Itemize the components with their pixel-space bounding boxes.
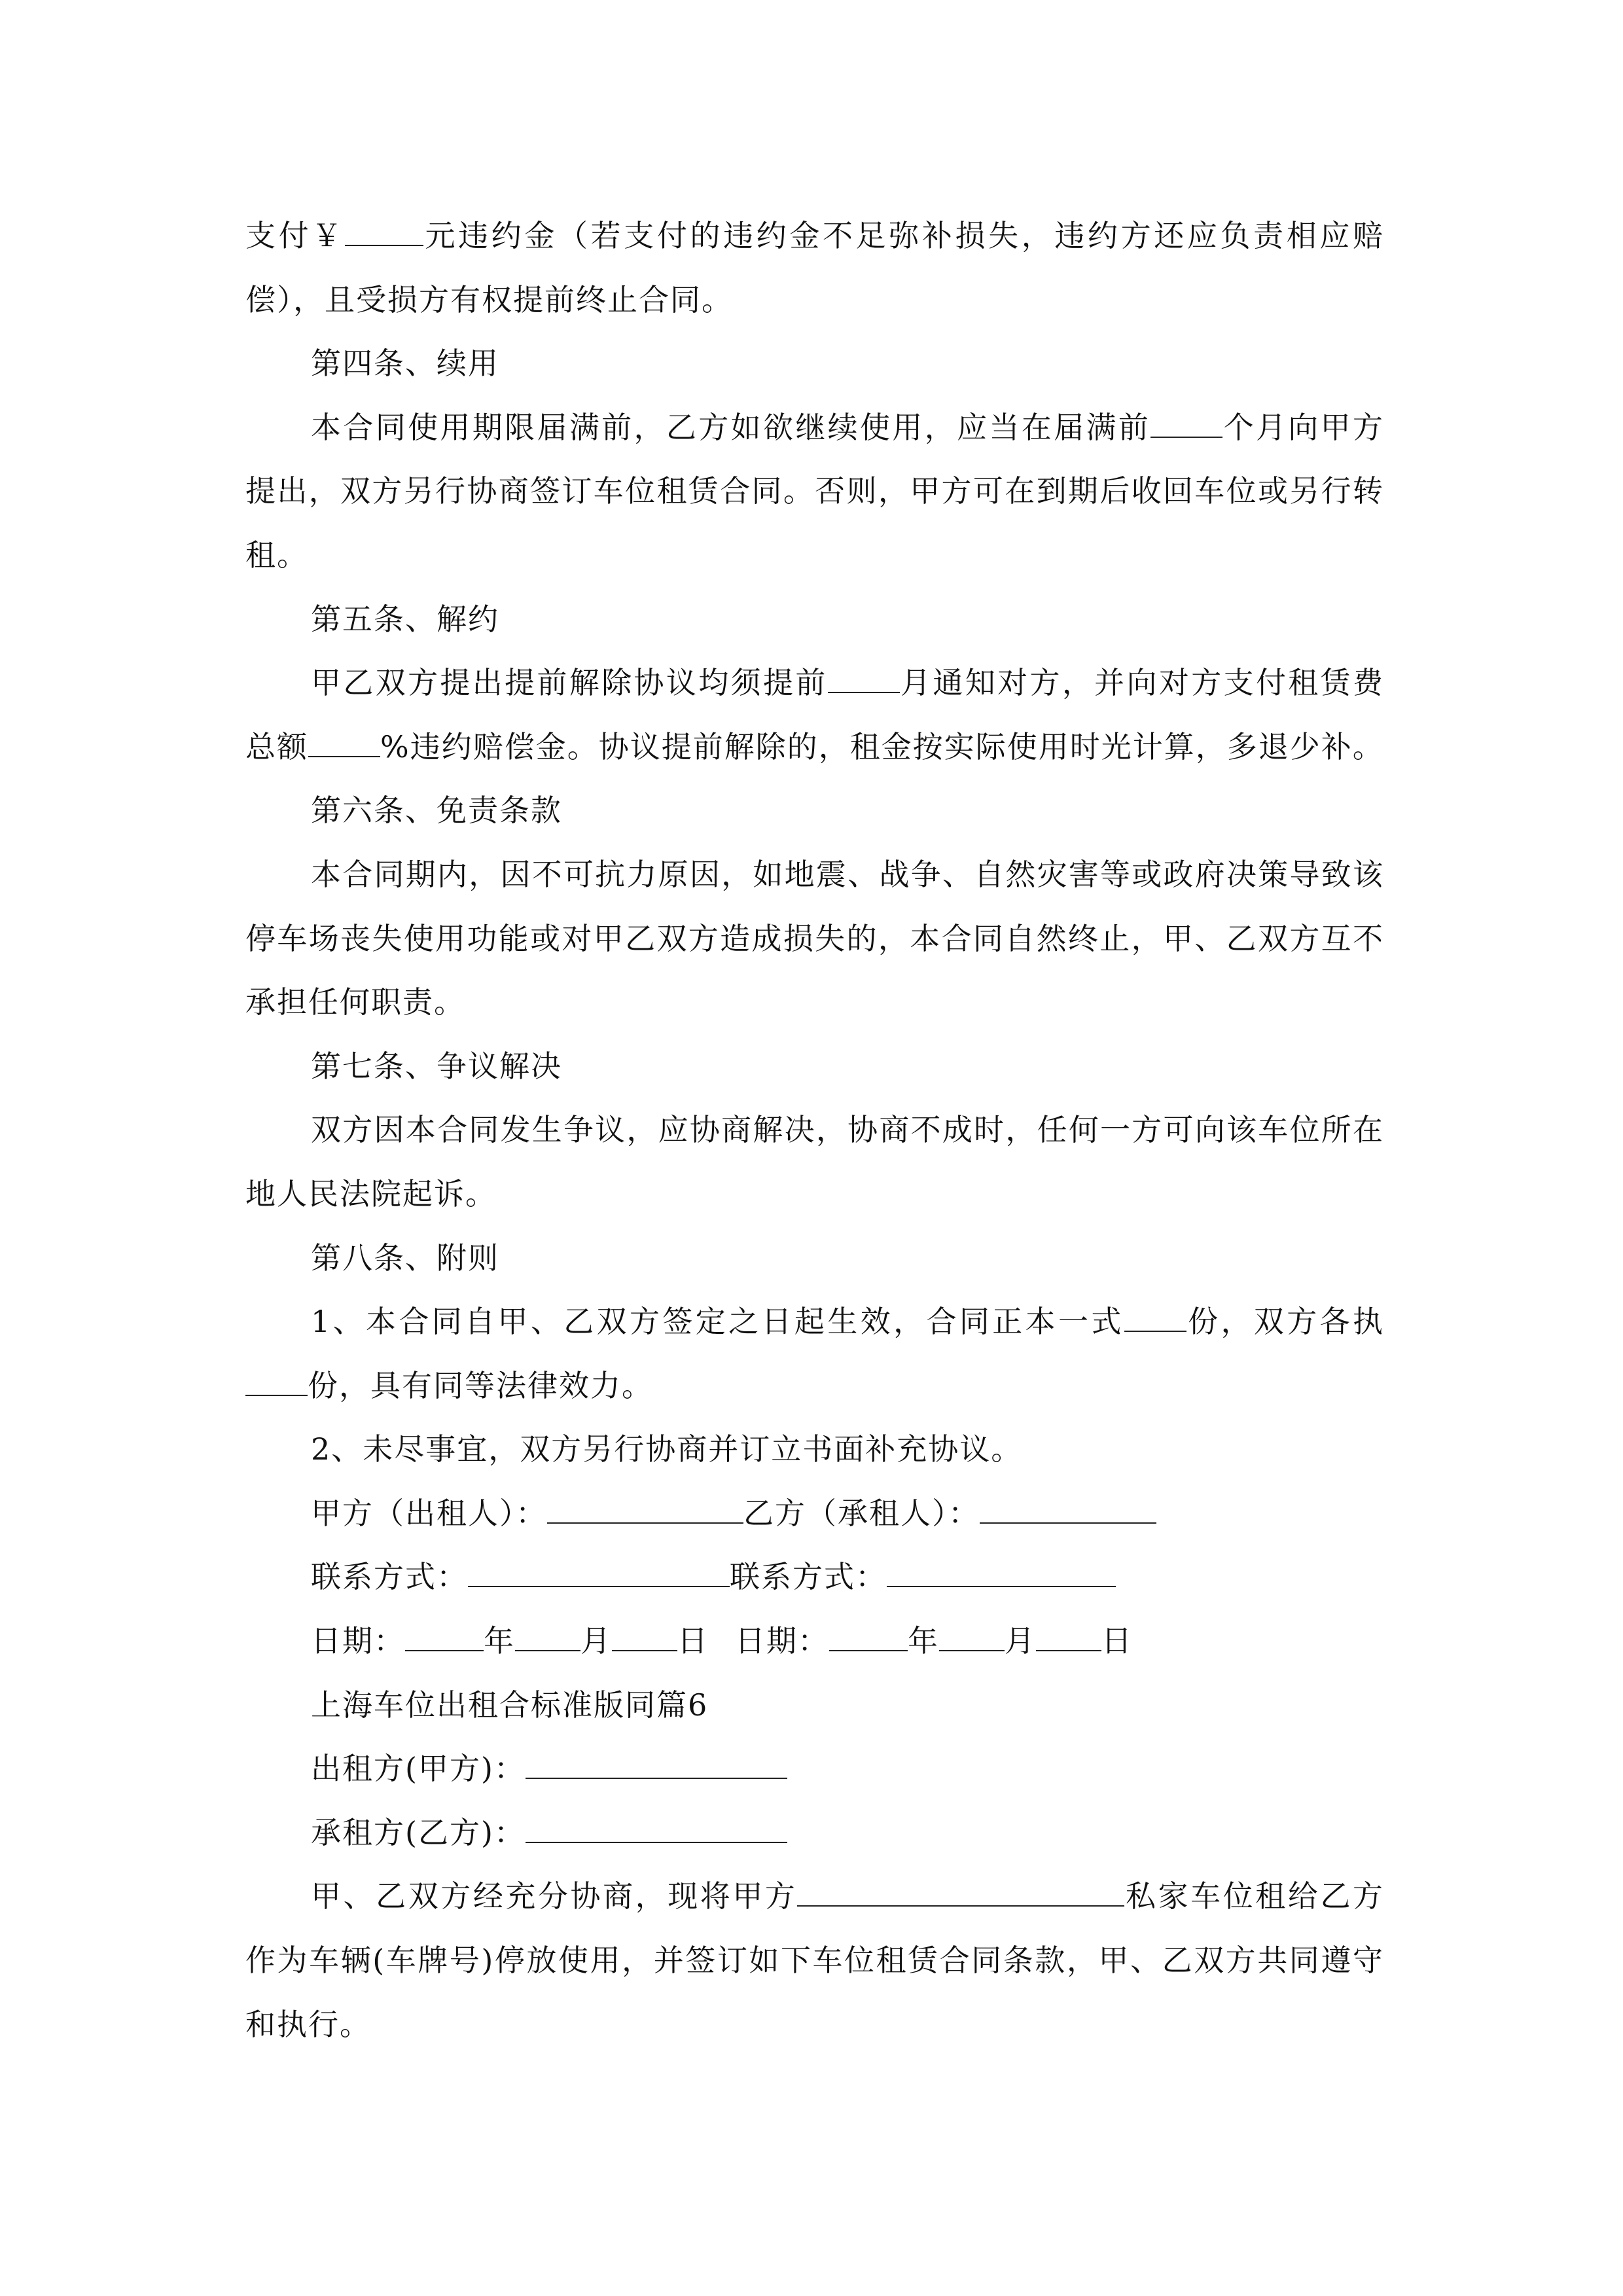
text: 私家车位租给乙方作为车辆(车牌号)停放使用，并签订如下车位租赁合同条款，甲、乙双方共同遵守和执行。 [245, 1878, 1385, 2042]
signature-contacts [311, 1545, 1384, 1609]
text: %违约赔偿金。协议提前解除的，租金按实际使用时光计算，多退少补。 [380, 728, 1384, 764]
date-b-label: 日期： [735, 1623, 829, 1659]
blank-line [245, 1394, 308, 1396]
party-a-label: 甲方（出租人）： [311, 1495, 547, 1531]
text: 1、本合同自甲、乙双方签定之日起生效，合同正本一式 [311, 1304, 1124, 1340]
text: 本合同使用期限届满前，乙方如欲继续使用，应当在届满前 [311, 409, 1151, 445]
document-body [245, 204, 1384, 2056]
text: 个月向甲方提出，双方另行协商签订车位租赁合同。否则，甲方可在到期后收回车位或另行转租。 [245, 409, 1385, 573]
party-b-blank [980, 1522, 1156, 1524]
blank-line [797, 1905, 1124, 1907]
blank-line [829, 1649, 908, 1651]
signature-parties [311, 1482, 1384, 1546]
text: 甲乙双方提出提前解除协议均须提前 [311, 665, 828, 701]
year-label: 年 [484, 1623, 515, 1659]
paragraph-effect [245, 1290, 1384, 1418]
paragraph-force-majeure: 本合同期内，因不可抗力原因，如地震、战争、自然灾害等或政府决策导致该停车场丧失使用功能或对甲乙双方造成损失的，本合同自然终止，甲、乙双方互不承担任何职责。 [245, 856, 1384, 1020]
heading-article-5: 第五条、解约 [311, 601, 499, 637]
lessor-label: 出租方(甲方)： [311, 1751, 526, 1787]
blank-line [1124, 1330, 1186, 1332]
paragraph-dispute: 双方因本合同发生争议，应协商解决，协商不成时，任何一方可向该车位所在地人民法院起诉。 [245, 1112, 1384, 1211]
paragraph-termination [245, 651, 1384, 779]
heading-article-6: 第六条、免责条款 [311, 793, 562, 829]
paragraph-supplement: 2、未尽事宜，双方另行协商并订立书面补充协议。 [311, 1431, 1023, 1467]
contact-b-label: 联系方式： [730, 1559, 887, 1595]
heading-article-7: 第七条、争议解决 [311, 1048, 562, 1084]
lessee-line [311, 1801, 1384, 1865]
heading-article-4: 第四条、续用 [311, 346, 499, 382]
lessor-blank [526, 1777, 787, 1779]
lessee-blank [526, 1841, 787, 1843]
heading-article-8: 第八条、附则 [311, 1240, 499, 1276]
month-label: 月 [1005, 1623, 1036, 1659]
text: 甲、乙双方经充分协商，现将甲方 [311, 1878, 798, 1914]
date-a-label: 日期： [311, 1623, 405, 1659]
text: 月通知对方，并向对方支付租赁费总额 [245, 665, 1385, 764]
blank-line [345, 244, 423, 246]
blank-line [828, 691, 900, 693]
section-title: 上海车位出租合标准版同篇6 [311, 1687, 709, 1723]
lessee-label: 承租方(乙方)： [311, 1814, 526, 1850]
year-label: 年 [908, 1623, 939, 1659]
month-label: 月 [580, 1623, 612, 1659]
blank-line [308, 755, 380, 757]
blank-line [612, 1649, 677, 1651]
paragraph-intro [245, 1865, 1384, 2056]
blank-line [405, 1649, 484, 1651]
day-label: 日 [677, 1623, 709, 1659]
blank-line [1036, 1649, 1101, 1651]
contact-b-blank [887, 1585, 1116, 1587]
lessor-line [311, 1737, 1384, 1801]
contact-a-blank [468, 1585, 730, 1587]
text: 元违约金（若支付的违约金不足弥补损失，违约方还应负责相应赔偿），且受损方有权提前终止合同。 [245, 218, 1384, 317]
blank-line [515, 1649, 580, 1651]
blank-line [939, 1649, 1005, 1651]
party-a-blank [547, 1522, 743, 1524]
text: 份，双方各执 [1186, 1304, 1384, 1340]
signature-dates [311, 1609, 1384, 1674]
text: 份，具有同等法律效力。 [308, 1367, 653, 1403]
paragraph-renewal [245, 396, 1384, 588]
contact-a-label: 联系方式： [311, 1559, 468, 1595]
paragraph-penalty [245, 204, 1384, 332]
blank-line [1150, 436, 1222, 438]
text: 支付￥ [245, 218, 345, 253]
party-b-label: 乙方（承租人）： [743, 1495, 980, 1531]
day-label: 日 [1101, 1623, 1133, 1659]
